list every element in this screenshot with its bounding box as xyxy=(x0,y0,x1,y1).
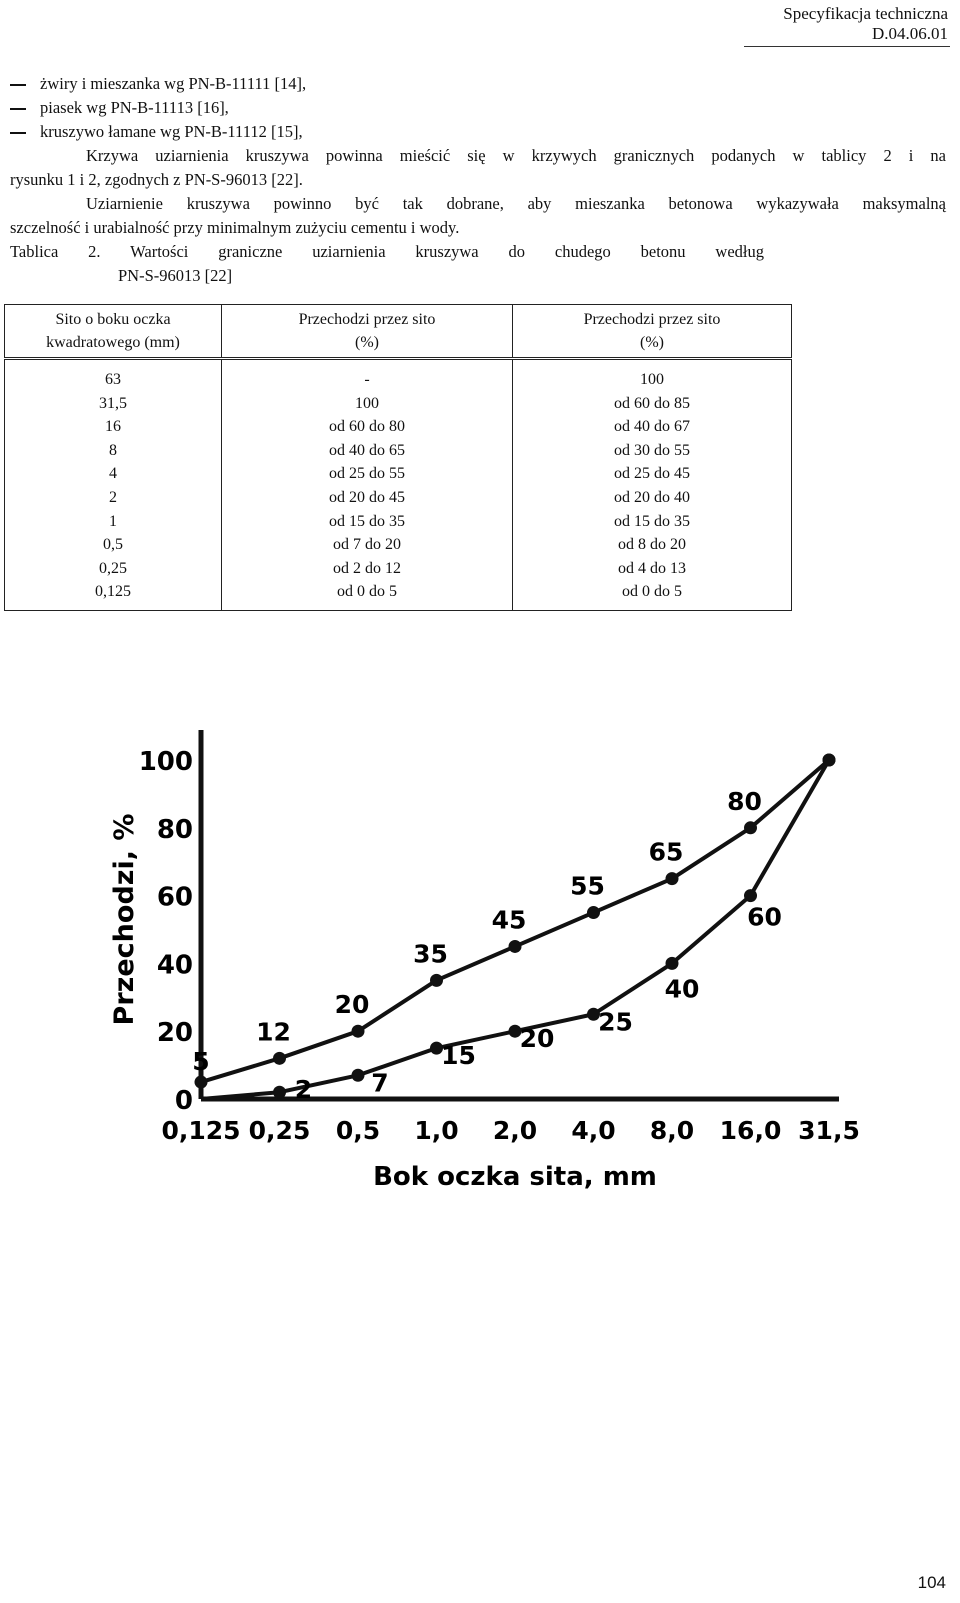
table-cell: od 40 do 65 xyxy=(329,441,405,459)
series-1-data-label: 65 xyxy=(648,837,684,867)
x-axis-label: Bok oczka sita, mm xyxy=(373,1162,657,1192)
series-2-point xyxy=(352,1069,365,1082)
dash-bullet-icon xyxy=(10,132,26,134)
series-1-point xyxy=(587,906,600,919)
table-header-cell xyxy=(513,305,792,359)
grading-limits-table xyxy=(4,304,792,611)
series-1-point xyxy=(744,821,757,834)
table-caption-continued: PN-S-96013 [22] xyxy=(118,266,233,285)
series-2-data-label: 2 xyxy=(294,1075,313,1105)
sieve-size-column xyxy=(5,359,222,611)
table-cell: od 40 do 67 xyxy=(614,418,690,436)
table-cell: od 20 do 40 xyxy=(614,488,690,506)
series-1-point xyxy=(666,872,679,885)
table-cell: 0,25 xyxy=(99,559,127,577)
table-cell: 8 xyxy=(109,441,117,459)
series-1-point xyxy=(352,1025,365,1038)
series-1-data-label: 80 xyxy=(727,786,762,816)
series-2-point xyxy=(744,889,757,902)
header-line: Przechodzi przez sito xyxy=(583,311,721,328)
y-tick-label: 100 xyxy=(138,747,193,777)
page-number: 104 xyxy=(917,1573,946,1592)
table-cell: od 4 do 13 xyxy=(618,559,686,577)
table-cell: od 0 do 5 xyxy=(622,583,682,601)
table-cell: - xyxy=(364,371,370,388)
series-1-point xyxy=(195,1076,208,1089)
dash-bullet-icon xyxy=(10,84,26,86)
table-cell: od 15 do 35 xyxy=(614,512,690,530)
series-2-data-label: 15 xyxy=(441,1041,476,1071)
series-1-data-label: 20 xyxy=(334,990,370,1020)
table-cell: 63 xyxy=(105,371,121,388)
x-tick-label: 0,125 xyxy=(161,1116,241,1145)
series-1-point xyxy=(273,1052,286,1065)
table-cell: od 20 do 45 xyxy=(329,488,405,506)
series-2-data-label: 25 xyxy=(598,1007,633,1037)
table-cell: 100 xyxy=(355,394,379,412)
series-2-data-label: 20 xyxy=(519,1024,555,1054)
table-cell: od 25 do 45 xyxy=(614,465,690,483)
series-1-point xyxy=(430,974,443,987)
header-line: Przechodzi przez sito xyxy=(298,311,436,328)
header-line: Sito o boku oczka xyxy=(55,311,171,328)
table-cell: od 0 do 5 xyxy=(337,583,397,601)
table-cell: od 30 do 55 xyxy=(614,441,690,459)
page-header-title: Specyfikacja techniczna D.04.06.01 xyxy=(744,4,950,47)
y-tick-label: 20 xyxy=(156,1018,193,1049)
series-2-point xyxy=(666,957,679,970)
bullet-item xyxy=(10,122,303,142)
y-tick-label: 60 xyxy=(156,882,193,913)
bullet-text: kruszywo łamane wg PN-B-11112 [15], xyxy=(40,122,303,141)
x-tick-label: 0,5 xyxy=(335,1116,381,1145)
y-tick-label: 0 xyxy=(174,1086,193,1116)
paragraph-line: szczelność i urabialność przy minimalnym zużyciu cementu i wody. xyxy=(10,218,460,237)
table-cell: 0,125 xyxy=(95,583,131,601)
series-1-data-label: 12 xyxy=(256,1017,291,1047)
table-body-row xyxy=(5,359,792,611)
x-tick-label: 16,0 xyxy=(719,1116,782,1145)
table-caption: Tablica 2. Wartości graniczne uziarnienia kruszywa do chudego betonu według xyxy=(10,242,764,261)
bullet-text: żwiry i mieszanka wg PN-B-11111 [14], xyxy=(40,74,307,93)
x-tick-label: 1,0 xyxy=(414,1116,459,1145)
table-cell: od 7 do 20 xyxy=(333,536,401,554)
table-cell: 0,5 xyxy=(103,536,123,554)
series-1-data-label: 55 xyxy=(570,871,605,901)
table-cell: 4 xyxy=(109,465,117,483)
table-cell: 100 xyxy=(640,371,664,388)
table-cell: 1 xyxy=(109,512,117,530)
table-cell: od 2 do 12 xyxy=(333,559,401,577)
paragraph-line: Krzywa uziarnienia kruszywa powinna mieścić się w krzywych granicznych podanych w tablicy 2 i na xyxy=(86,146,946,165)
x-tick-label: 4,0 xyxy=(571,1116,616,1145)
x-tick-label: 0,25 xyxy=(248,1116,311,1145)
header-line: (%) xyxy=(355,334,379,351)
table-cell: 31,5 xyxy=(99,394,127,412)
y-tick-label: 80 xyxy=(156,814,193,845)
x-tick-label: 2,0 xyxy=(492,1116,538,1145)
bullet-text: piasek wg PN-B-11113 [16], xyxy=(40,98,229,117)
series-1-data-label: 5 xyxy=(192,1047,210,1077)
table-cell: od 60 do 80 xyxy=(329,418,405,436)
table-cell: od 15 do 35 xyxy=(329,512,405,530)
series-1-data-label: 45 xyxy=(491,905,527,935)
y-axis-label: Przechodzi, % xyxy=(109,813,140,1026)
passing-column-b xyxy=(513,359,792,611)
y-tick-label: 40 xyxy=(156,950,193,981)
dash-bullet-icon xyxy=(10,108,26,110)
header-line: kwadratowego (mm) xyxy=(46,334,180,351)
bullet-item xyxy=(10,74,306,94)
series-2-data-label: 60 xyxy=(747,902,782,932)
passing-column-a xyxy=(222,359,513,611)
series-2-point xyxy=(273,1086,286,1099)
grading-curve-chart xyxy=(100,726,890,1216)
x-tick-label: 8,0 xyxy=(649,1116,695,1145)
series-2-data-label: 40 xyxy=(664,974,700,1004)
series-1-data-label: 35 xyxy=(413,939,448,969)
x-tick-label: 31,5 xyxy=(798,1116,860,1145)
table-header-row xyxy=(5,305,792,359)
bullet-item xyxy=(10,98,229,118)
table-cell: od 60 do 85 xyxy=(614,394,690,412)
table-cell: 16 xyxy=(105,418,121,436)
series-2-point xyxy=(823,754,836,767)
table-cell: 2 xyxy=(109,488,117,506)
table-cell: od 25 do 55 xyxy=(329,465,405,483)
series-1-point xyxy=(509,940,522,953)
table-cell: od 8 do 20 xyxy=(618,536,686,554)
paragraph-line: Uziarnienie kruszywa powinno być tak dobrane, aby mieszanka betonowa wykazywała maksymalną xyxy=(86,194,946,213)
header-line: (%) xyxy=(640,334,664,351)
table-header-cell xyxy=(222,305,513,359)
table-header-cell xyxy=(5,305,222,359)
series-2-data-label: 7 xyxy=(371,1068,389,1098)
paragraph-line: rysunku 1 i 2, zgodnych z PN-S-96013 [22]. xyxy=(10,170,303,189)
